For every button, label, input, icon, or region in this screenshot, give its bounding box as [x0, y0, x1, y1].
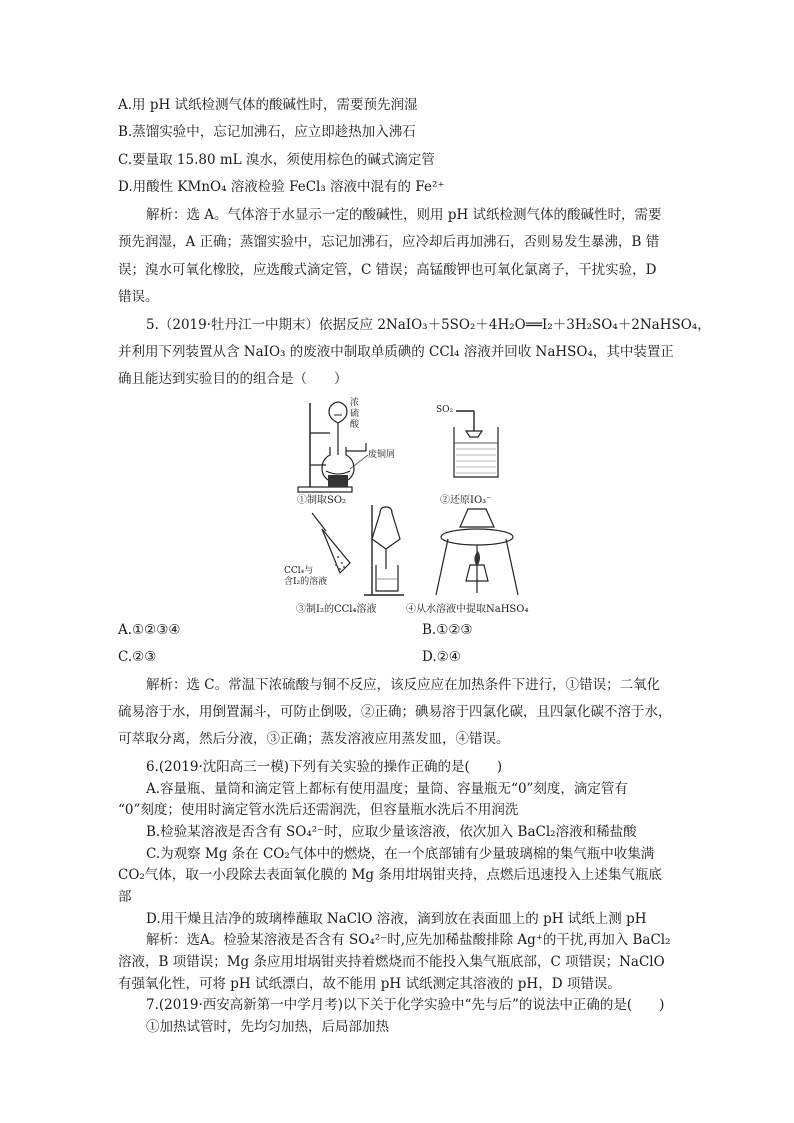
label-concentrated-acid-1: 浓 [350, 398, 360, 408]
q7-stem: 7.(2019·西安高新第一中学月考)以下关于化学实验中“先与后”的说法中正确的是( ) [146, 997, 665, 1013]
label-ccl4-2: 含I₂的溶液 [284, 577, 328, 587]
label-ccl4-1: CCl₄与 [284, 566, 314, 576]
q5-option-c: C.②③ [118, 649, 157, 665]
q4-analysis-line-1: 解析：选 A。气体溶于水显示一定的酸碱性，则用 pH 试纸检测气体的酸碱性时，需要 [146, 207, 662, 223]
q6-analysis-line-3: 有强氧化性，可将 pH 试纸漂白，故不能用 pH 试纸测定其溶液的 pH，D 项错误。 [118, 976, 621, 992]
apparatus-so2-generator [290, 395, 420, 505]
q4-analysis-line-3: 误；溴水可氧化橡胶，应选酸式滴定管，C 错误；高锰酸钾也可氧化氯离子，干扰实验，D [118, 262, 657, 278]
q4-option-a: A.用 pH 试纸检测气体的酸碱性时，需要预先润湿 [118, 97, 418, 113]
q6-stem: 6.(2019·沈阳高三一模)下列有关实验的操作正确的是( ) [146, 759, 503, 775]
q5-stem-line-2: 并利用下列装置从含 NaIO₃ 的废液中制取单质碘的 CCl₄ 溶液并回收 NaHSO₄，其中装置正 [118, 344, 674, 360]
q4-option-b: B.蒸馏实验中，忘记加沸石，应立即趁热加入沸石 [118, 124, 416, 140]
q7-item-1: ①加热试管时，先均匀加热，后局部加热 [146, 1019, 389, 1035]
q4-option-c: C.要量取 15.80 mL 溴水，须使用棕色的碱式滴定管 [118, 152, 435, 168]
q6-line-6: 部 [118, 889, 132, 905]
q5-analysis-line-2: 硫易溶于水，用倒置漏斗，可防止倒吸，②正确；碘易溶于四氯化碳，且四氯化碳不溶于水， [118, 704, 672, 720]
q5-stem-line-1: 5.（2019·牡丹江一中期末）依据反应 2NaIO₃＋5SO₂＋4H₂O══I₂＋3H₂SO₄＋2NaHSO₄， [146, 317, 711, 333]
q4-option-d: D.用酸性 KMnO₄ 溶液检验 FeCl₃ 溶液中混有的 Fe²⁺ [118, 179, 445, 195]
apparatus-extraction [280, 505, 410, 600]
q4-analysis-line-2: 预先润湿，A 正确；蒸馏实验中，忘记加沸石，应冷却后再加沸石，否则易发生暴沸，B 错 [118, 234, 660, 250]
q5-option-b: B.①②③ [422, 622, 473, 638]
q6-line-7: D.用干燥且洁净的玻璃棒蘸取 NaClO 溶液，滴到放在表面皿上的 pH 试纸上测 pH [146, 911, 647, 927]
caption-fig-3: ③制I₂的CCl₄溶液 [296, 604, 377, 615]
q6-line-1: A.容量瓶、量筒和滴定管上都标有使用温度；量筒、容量瓶无“0”刻度，滴定管有 [146, 781, 628, 797]
q6-analysis-line-2: 溶液，B 项错误；Mg 条应用坩埚钳夹持着燃烧而不能投入集气瓶底部，C 项错误；NaClO [118, 954, 665, 970]
apparatus-evaporation-drawing [428, 505, 538, 600]
q6-line-4: C.为观察 Mg 条在 CO₂气体中的燃烧，在一个底部铺有少量玻璃棉的集气瓶中收集满 [146, 846, 655, 862]
q4-analysis-line-4: 错误。 [118, 289, 159, 305]
q5-analysis-line-1: 解析：选 C。常温下浓硫酸与铜不反应，该反应应在加热条件下进行，①错误；二氧化 [146, 677, 661, 693]
label-copper-scraps: 废铜屑 [368, 450, 396, 460]
caption-fig-2: ②还原IO₃⁻ [440, 495, 492, 506]
q5-stem-line-3: 确且能达到实验目的的组合是（ ） [118, 371, 348, 387]
apparatus-reduction [432, 405, 512, 485]
q5-option-a: A.①②③④ [118, 622, 181, 638]
label-concentrated-acid-2: 硫 [350, 409, 360, 419]
apparatus-reduction-drawing [432, 405, 512, 485]
q6-line-3: B.检验某溶液是否含有 SO₄²⁻时，应取少量该溶液，依次加入 BaCl₂溶液和稀盐酸 [146, 824, 637, 840]
q6-line-5: CO₂气体，取一小段除去表面氧化膜的 Mg 条用坩埚钳夹持，点燃后迅速投入上述集气瓶底 [118, 867, 662, 883]
q5-option-d: D.②④ [422, 649, 461, 665]
q6-line-2: “0”刻度；使用时滴定管水洗后还需润洗，但容量瓶水洗后不用润洗 [118, 802, 519, 818]
caption-fig-4: ④从水溶液中提取NaHSO₄ [406, 604, 529, 615]
q6-analysis-line-1: 解析：选A。检验某溶液是否含有 SO₄²⁻时,应先加稀盐酸排除 Ag⁺的干扰,再加入 BaCl₂ [146, 932, 671, 948]
apparatus-evaporation [428, 505, 538, 600]
label-so2: SO₂ [436, 405, 454, 415]
caption-fig-1: ①制取SO₂ [297, 495, 347, 506]
q5-analysis-line-3: 可萃取分离，然后分液，③正确；蒸发溶液应用蒸发皿，④错误。 [118, 731, 510, 747]
label-concentrated-acid-3: 酸 [350, 420, 360, 430]
